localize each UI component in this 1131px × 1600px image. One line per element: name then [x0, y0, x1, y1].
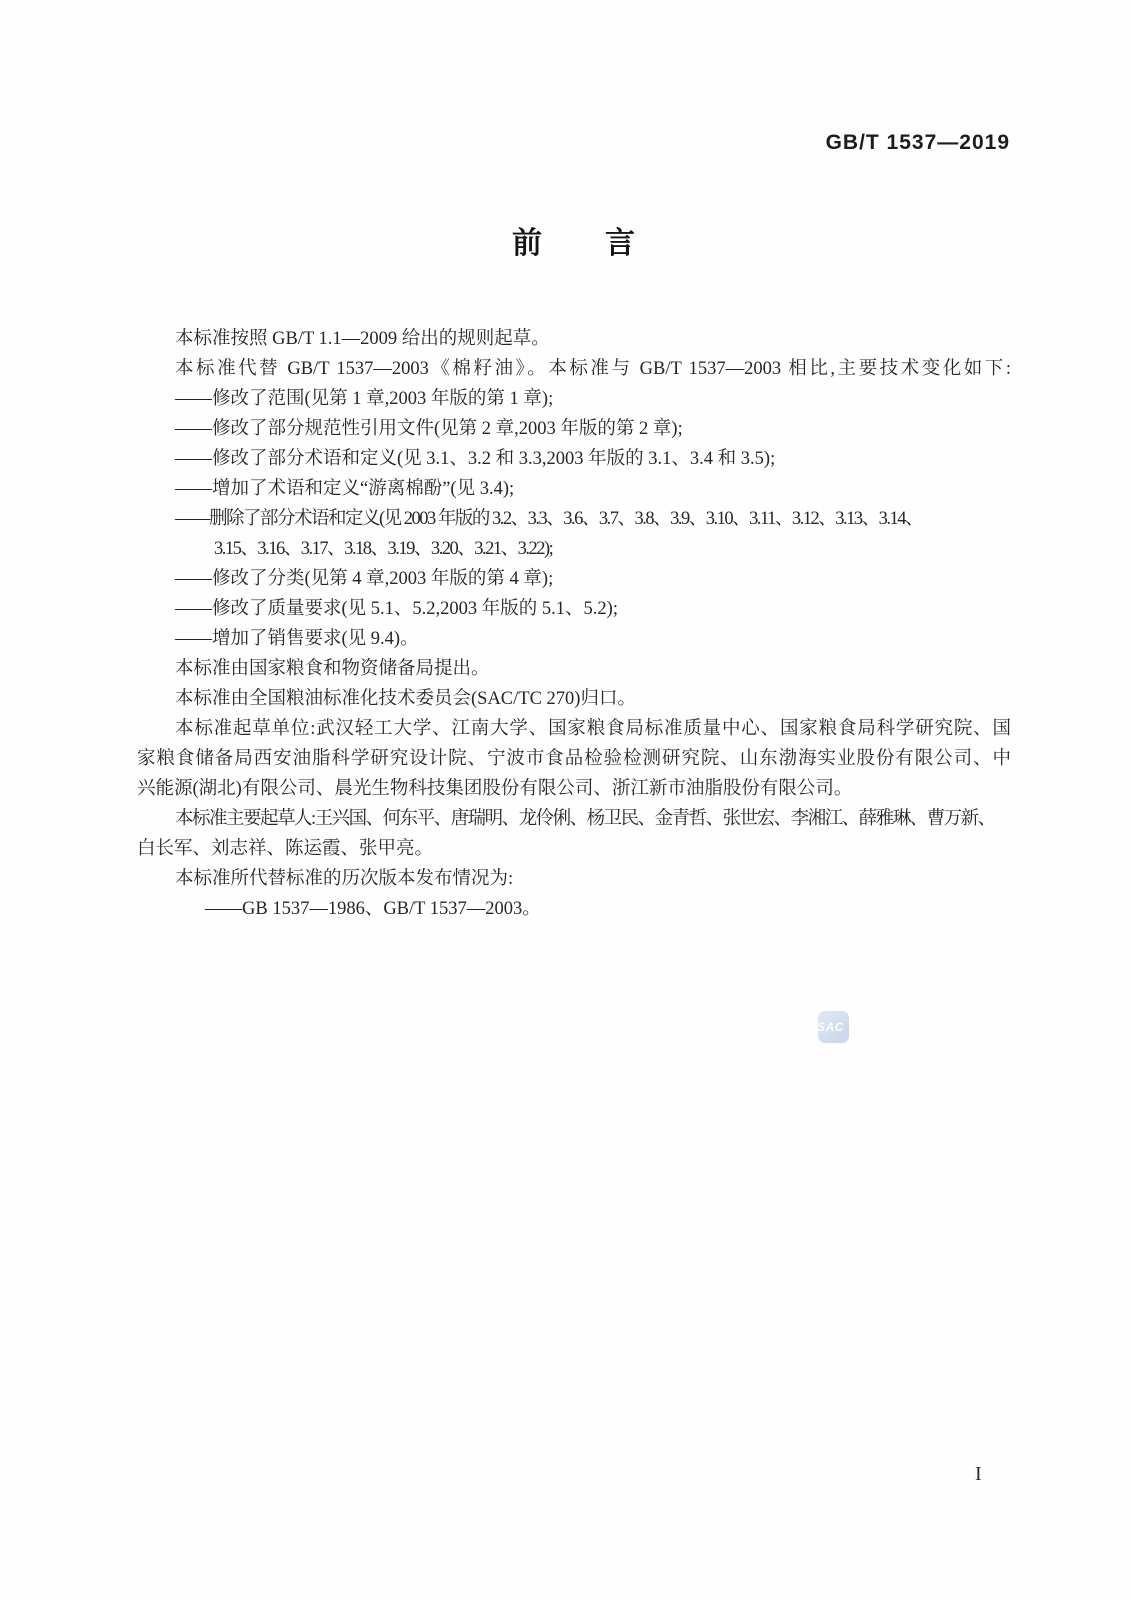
- text-line: ——修改了分类(见第 4 章,2003 年版的第 4 章);: [175, 569, 554, 589]
- text-line: 白长军、刘志祥、陈运霞、张甲亮。: [137, 839, 434, 859]
- text-line: 本标准由全国粮油标准化技术委员会(SAC/TC 270)归口。: [175, 689, 636, 709]
- text-line: 本标准所代替标准的历次版本发布情况为:: [175, 869, 514, 889]
- sac-watermark-text: SAC: [817, 1020, 844, 1034]
- foreword-title: 前 言: [512, 227, 636, 260]
- text-line: 本标准由国家粮食和物资储备局提出。: [175, 659, 490, 679]
- text-line: ——修改了部分规范性引用文件(见第 2 章,2003 年版的第 2 章);: [175, 419, 683, 439]
- standard-code: GB/T 1537—2019: [825, 131, 1010, 154]
- text-line: 本标准起草单位:武汉轻工大学、江南大学、国家粮食局标准质量中心、国家粮食局科学研究院、国: [175, 719, 1011, 739]
- foreword-body: [137, 324, 1011, 924]
- text-line: ——删除了部分术语和定义(见 2003 年版的 3.2、3.3、3.6、3.7、3.8、3.9、3.10、3.11、3.12、3.13、3.14、: [175, 509, 922, 529]
- text-line: 家粮食储备局西安油脂科学研究设计院、宁波市食品检验检测研究院、山东渤海实业股份有限公司、中: [137, 749, 1011, 769]
- text-line: ——修改了质量要求(见 5.1、5.2,2003 年版的 5.1、5.2);: [175, 599, 618, 619]
- text-line: ——增加了销售要求(见 9.4)。: [175, 629, 419, 649]
- text-line: 本标准代替 GB/T 1537—2003《棉籽油》。本标准与 GB/T 1537—2003 相比,主要技术变化如下:: [175, 359, 1011, 379]
- text-line: ——修改了范围(见第 1 章,2003 年版的第 1 章);: [175, 389, 554, 409]
- text-line: 本标准按照 GB/T 1.1—2009 给出的规则起草。: [175, 329, 550, 349]
- text-line: ——修改了部分术语和定义(见 3.1、3.2 和 3.3,2003 年版的 3.1、3.4 和 3.5);: [175, 449, 776, 469]
- text-line: ——增加了术语和定义“游离棉酚”(见 3.4);: [175, 479, 515, 499]
- page-number: I: [975, 1463, 982, 1485]
- text-line: 本标准主要起草人:王兴国、何东平、唐瑞明、龙伶俐、杨卫民、金青哲、张世宏、李湘江、薛雅琳、曹万新、: [175, 809, 995, 829]
- text-line: 3.15、3.16、3.17、3.18、3.19、3.20、3.21、3.22);: [214, 539, 553, 559]
- sac-watermark-logo: [818, 1011, 849, 1043]
- text-line: ——GB 1537—1986、GB/T 1537—2003。: [205, 899, 541, 919]
- text-line: 兴能源(湖北)有限公司、晨光生物科技集团股份有限公司、浙江新市油脂股份有限公司。: [137, 779, 853, 799]
